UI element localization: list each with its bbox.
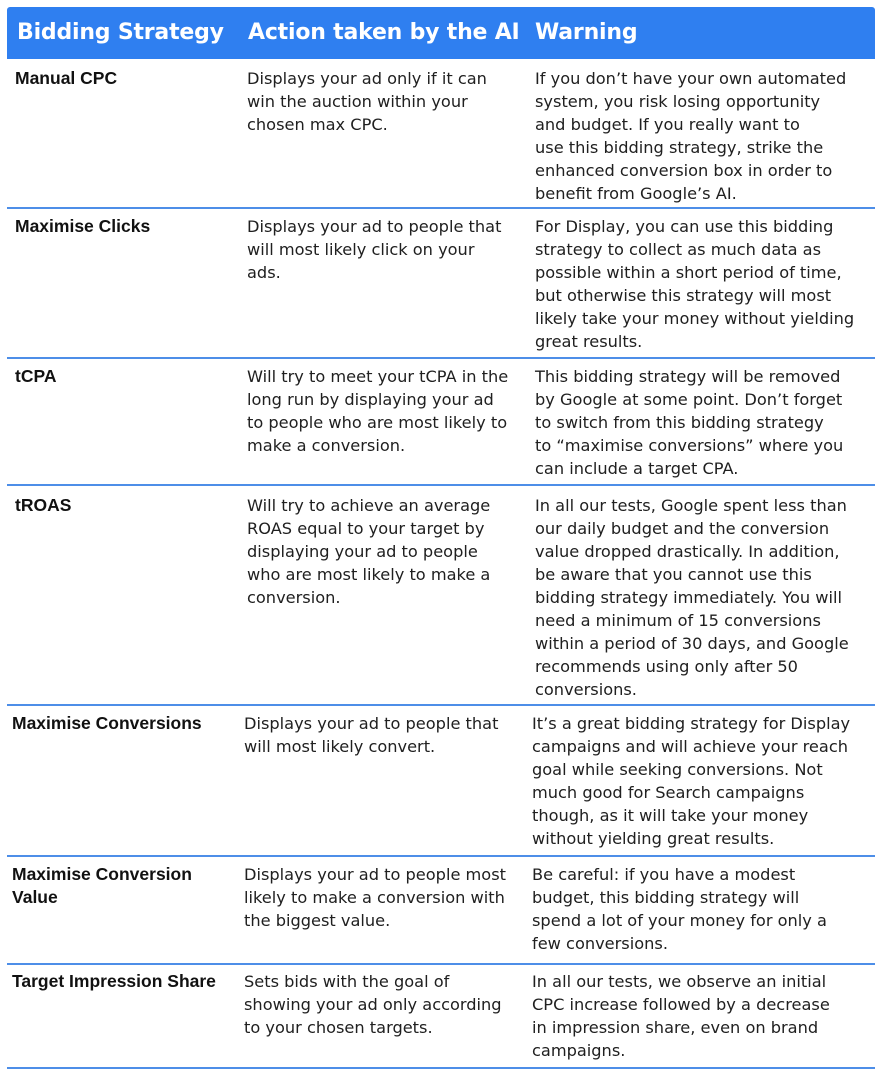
strategy-action: Displays your ad to people that will most likely convert. xyxy=(244,714,499,756)
strategy-action: Displays your ad only if it can win the auction within your chosen max CPC. xyxy=(247,69,487,134)
table-row xyxy=(7,704,875,857)
table-header xyxy=(7,7,875,59)
table-row xyxy=(7,963,875,1069)
strategy-warning: In all our tests, we observe an initial CPC increase followed by a decrease in impression share, even on brand campaigns. xyxy=(532,972,830,1060)
strategy-action: Will try to achieve an average ROAS equal to your target by displaying your ad to people who are most likely to make a conversion. xyxy=(247,496,491,607)
strategy-name: Maximise Conversions xyxy=(12,713,202,733)
strategy-name: Manual CPC xyxy=(15,68,118,88)
strategy-name: Target Impression Share xyxy=(12,971,216,991)
strategy-warning: Be careful: if you have a modest budget, this bidding strategy will spend a lot of your money for only a few conversions. xyxy=(532,865,827,953)
strategy-action: Displays your ad to people most likely to make a conversion with the biggest value. xyxy=(244,865,506,930)
header-bidding-strategy: Bidding Strategy xyxy=(17,20,224,45)
header-warning: Warning xyxy=(535,20,638,45)
strategy-action: Will try to meet your tCPA in the long run by displaying your ad to people who are most likely to make a conversion. xyxy=(247,367,509,455)
table-row xyxy=(7,59,875,209)
strategy-name: tCPA xyxy=(15,366,57,386)
strategy-action: Sets bids with the goal of showing your ad only according to your chosen targets. xyxy=(244,972,502,1037)
strategy-name: Maximise Clicks xyxy=(15,216,151,236)
strategy-action: Displays your ad to people that will most likely click on your ads. xyxy=(247,217,502,282)
strategy-warning: It’s a great bidding strategy for Display campaigns and will achieve your reach goal while seeking conversions. Not much good for Search campaigns though, as it will take your money without yielding great results. xyxy=(532,714,851,848)
table-row xyxy=(7,207,875,359)
strategy-name: tROAS xyxy=(15,495,72,515)
strategy-warning: This bidding strategy will be removed by Google at some point. Don’t forget to switch from this bidding strategy to “maximise conversions” where you can include a target CPA. xyxy=(535,367,844,478)
bidding-strategy-table xyxy=(7,7,875,1060)
header-action: Action taken by the AI xyxy=(248,20,520,45)
table-row xyxy=(7,855,875,965)
strategy-warning: For Display, you can use this bidding strategy to collect as much data as possible within a short period of time, but otherwise this strategy will most likely take your money without yielding great results. xyxy=(535,217,855,351)
table-row xyxy=(7,484,875,706)
strategy-warning: In all our tests, Google spent less than our daily budget and the conversion value dropped drastically. In addition, be aware that you cannot use this bidding strategy immediately. You will need a minimum of 15 conversions within a period of 30 days, and Google recommends using only after 50 conversions. xyxy=(535,496,849,699)
strategy-warning: If you don’t have your own automated system, you risk losing opportunity and budget. If you really want to use this bidding strategy, strike the enhanced conversion box in order to benefit from Google’s AI. xyxy=(535,69,847,203)
strategy-name: Maximise Conversion Value xyxy=(12,864,192,907)
table-row xyxy=(7,357,875,486)
